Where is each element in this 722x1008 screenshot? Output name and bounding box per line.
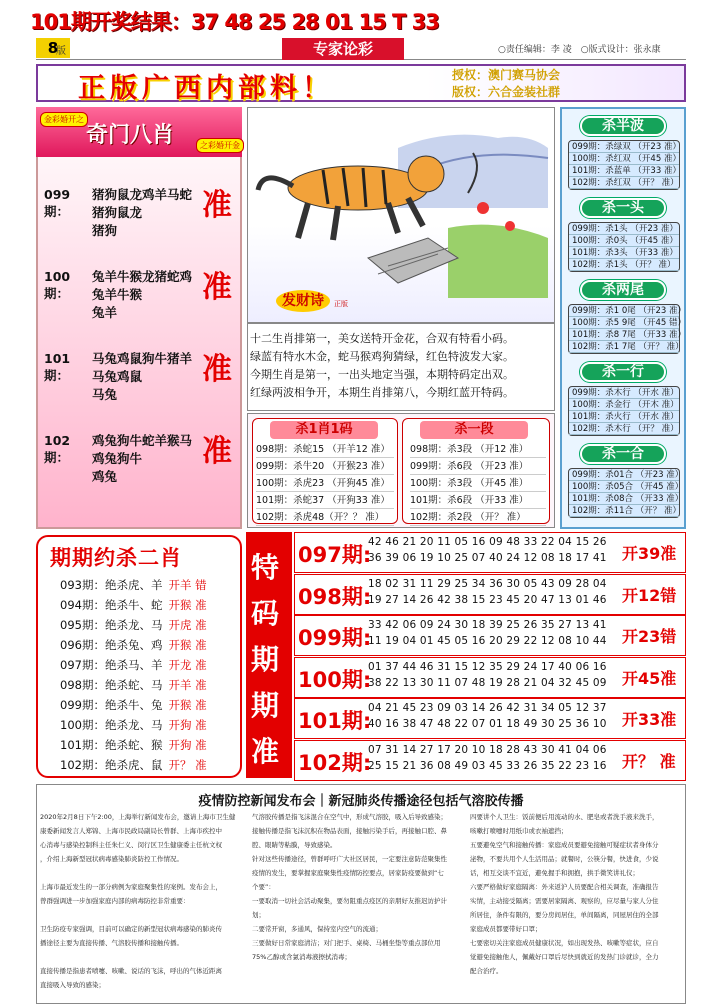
texun-numbers-1: 18 02 31 11 29 25 34 36 30 05 43 09 28 04: [368, 577, 607, 590]
texun-numbers-1: 33 42 06 09 24 30 18 39 25 26 35 27 13 41: [368, 619, 607, 631]
news-line: 所居住，条件有限的，要分房间居住，单间隔离，同屋居住的全部: [470, 911, 659, 919]
news-line: 觉避免接触他人，佩戴好口罩后尽快到就近的发热门诊就诊，全力: [470, 953, 659, 961]
news-line: 针对这些传播途径，曾群呼吁广大社区居民，一定要注意防范聚集性: [252, 855, 447, 863]
qiqi-period: 095期：: [60, 618, 105, 632]
news-line: 75%乙醇或含氯消毒液擦拭消毒；: [252, 953, 351, 961]
news-title: 疫情防控新闻发布会｜新冠肺炎传播途径包括气溶胶传播: [198, 794, 524, 809]
qimen-period: 102期：: [44, 433, 71, 465]
texun-numbers-1: 01 37 44 46 31 15 12 35 29 24 17 40 06 16: [368, 660, 607, 673]
banner-auth-1: 授权：澳门赛马协会: [452, 68, 561, 82]
news-line: 曾群强调进一步加强家庭内部的病毒防控非常重要：: [40, 897, 190, 905]
qiqi-period: 096期：: [60, 638, 105, 652]
right-row: 102期：杀红双 （开？ 准）: [569, 177, 679, 189]
texun-char: 准: [251, 735, 280, 768]
qiqi-period: 098期：: [60, 678, 105, 692]
right-table: [568, 140, 680, 190]
news-line: 接触传播是指飞沫沉积在物品表面，接触污染手后，再接触口腔、鼻: [252, 827, 447, 835]
right-row: 102期：杀木行 （开？ 准）: [569, 423, 679, 435]
qimen-line: 马兔鸡鼠: [92, 369, 143, 384]
qimen-period: 099期：: [44, 187, 71, 219]
texun-period: 100期:: [298, 667, 372, 692]
poem-line: 今期生肖是第一，一出头地定当强，本期特码定出双。: [250, 368, 514, 381]
right-table: [568, 304, 686, 354]
right-title: 杀一合: [580, 444, 666, 464]
kill-row: 099期：杀牛20 （开猴23 准）: [256, 458, 394, 475]
kill-row: 102期：杀2段 （开？ 准）: [410, 509, 546, 526]
news-line: 气溶胶传播是指飞沫混合在空气中，形成气溶胶，吸入后导致感染；: [252, 813, 447, 821]
right-row: 100期：杀红双 （开45 准）: [569, 153, 679, 165]
texun-numbers-2: 40 16 38 47 48 22 07 01 18 49 30 25 36 10: [368, 718, 607, 730]
poem-line: 绿蓝有特水木金，蛇马猴鸡狗猜绿，红色特波发大家。: [250, 350, 514, 363]
right-row: 102期：杀11合 （开？ 准）: [569, 505, 679, 517]
qiqi-row: [60, 677, 207, 693]
page-suffix: 版: [56, 46, 66, 57]
qiqi-result: 开狗 准: [168, 718, 207, 732]
qiqi-kill: 绝杀牛、兔: [104, 698, 163, 712]
news-line: 家庭成员都要带好口罩；: [470, 925, 542, 933]
qimen-zhun: 准: [202, 434, 232, 469]
texun-char: 特: [251, 551, 280, 584]
qiqi-result: 开羊 错: [168, 578, 207, 592]
qiqi-kill: 绝杀龙、马: [104, 718, 163, 732]
news-line: 划；: [252, 911, 265, 919]
texun-result: 开45准: [622, 668, 677, 688]
texun-char: 码: [251, 597, 280, 630]
texun-numbers-1: 07 31 14 27 17 20 10 18 28 43 30 41 04 06: [368, 743, 607, 756]
poem-line: 红绿两波相争开，本期生肖排第八，今期红蓝开特码。: [250, 386, 514, 399]
news-line: 实情，主动接受隔离；需要居家隔离、观察的，应尽量与家人分住: [470, 897, 659, 905]
qiqi-period: 093期：: [60, 578, 105, 592]
qimen-title: 奇门八肖: [86, 123, 175, 148]
qimen-line: 鸡兔狗牛: [92, 451, 143, 466]
page-number: 8: [36, 38, 70, 58]
qiqi-row: [60, 657, 207, 673]
qimen-line: 猪狗鼠龙: [92, 205, 143, 220]
qiqi-result: 开猴 准: [168, 698, 207, 712]
texun-period: 102期:: [298, 750, 372, 775]
news-line: 话，相互交谈不宜近，避免握手和拥抱，拱手微笑讲礼仪；: [470, 869, 639, 877]
right-title: 杀一头: [580, 198, 666, 218]
qimen-line: 鸡兔: [92, 469, 118, 484]
right-row: 099期：杀绿双 （开23 准）: [569, 141, 679, 153]
qiqi-period: 101期：: [60, 738, 105, 752]
draw-result-headline: 101期开奖结果：37 48 25 28 01 15 T 33: [30, 10, 439, 34]
right-row: 101期：杀08合 （开33 准）: [569, 493, 679, 505]
news-line: 二要常开窗，多通风，保持室内空气的流通；: [252, 925, 382, 933]
editor-credit: ○责任编辑：李 凌 ○版式设计：张永康: [498, 45, 661, 55]
texun-period: 101期:: [298, 709, 372, 733]
kill-row: 102期：杀虎48（开？？ 准）: [256, 509, 394, 526]
news-line: 康委新闻发言人郑锦、上海市民政局副局长曾群、上海市疾控中: [40, 827, 222, 835]
qimen-period: 100期：: [44, 269, 71, 301]
qiqi-row: [60, 757, 207, 773]
kill-row: 099期：杀6段 （开23 准）: [410, 458, 546, 475]
news-line: 疫情的发生，要掌握家庭聚集性疫情防控要点，居家防疫要做到“七: [252, 869, 444, 877]
right-row: 099期：杀1 0尾 （开23 准）: [569, 305, 679, 317]
right-title: 杀一行: [580, 362, 666, 382]
news-line: 个要”：: [252, 883, 275, 891]
poem-line: 十二生肖排第一，美女送特开金花，合双有特看小码。: [250, 332, 514, 345]
qimen-zhun: 准: [202, 188, 232, 223]
qiqi-row: [60, 637, 207, 653]
qimen-row: [44, 268, 193, 320]
texun-result: 开12错: [622, 585, 677, 605]
qiqi-row: [60, 697, 207, 713]
qiqi-kill: 绝杀牛、蛇: [104, 598, 163, 612]
right-row: 101期：杀8 7尾 （开33 准）: [569, 329, 679, 341]
texun-period: 097期:: [298, 543, 372, 567]
qimen-zhun: 准: [202, 270, 232, 305]
qimen-row: [44, 350, 193, 402]
news-line: 卫生防疫专家强调，目前可以确定的新型冠状病毒感染的肺炎传: [40, 925, 222, 933]
texun-char: 期: [251, 643, 280, 676]
banner-title: 正版广西内部料！: [78, 73, 334, 104]
qiqi-kill: 绝杀虎、羊: [104, 578, 163, 592]
qiqi-row: [60, 577, 207, 593]
right-title: 杀两尾: [580, 280, 666, 300]
qiqi-result: 开？ 准: [168, 758, 207, 772]
news-line: 心消毒与感染控制科主任朱仁义、闵行区卫生健康委主任杭文权: [40, 841, 222, 849]
kill-1duan-title: 杀一段: [420, 421, 528, 439]
news-line: 上海市最近发生的一部分病例为家庭聚集性的案例。发布会上，: [40, 883, 222, 891]
qimen-line: 马兔: [92, 387, 118, 402]
news-line: 三要做好日常家庭清洁；对门把手、桌椅、马桶坐垫等重点部位用: [252, 939, 441, 947]
news-line: 一要取消一切社会活动聚集，要勿阻重点疫区的亲朋好友推迟访护计: [252, 897, 447, 905]
right-row: 102期：杀1头 （开？ 准）: [569, 259, 679, 271]
kill-row: 101期：杀6段 （开33 准）: [410, 492, 546, 509]
news-line: 配合治疗。: [470, 967, 503, 975]
news-line: 五要避免空气和接触传播：家庭成员要避免接触可疑症状者身体分: [470, 841, 659, 849]
qiqi-kill: 绝杀蛇、猴: [104, 738, 163, 752]
qiqi-row: [60, 717, 207, 733]
qimen-line: 兔羊牛猴: [92, 287, 143, 302]
column-title: 专家论彩: [282, 38, 404, 60]
kill-row: 098期：杀3段 （开12 准）: [410, 441, 546, 458]
qiqi-result: 开猴 准: [168, 598, 207, 612]
news-line: 四要讲个人卫生：饭前便后用流动的水、肥皂或者洗手液来洗手，: [470, 813, 659, 821]
right-row: 100期：杀0头 （开45 准）: [569, 235, 679, 247]
qimen-line: 兔羊: [92, 305, 118, 320]
qimen-row: [44, 432, 193, 484]
news-line: 六要严格做好家庭隔离：外来返沪人员要配合相关调查，准确报告: [470, 883, 659, 891]
right-row: 102期：杀1 7尾 （开？ 准）: [569, 341, 679, 353]
qiqi-result: 开龙 准: [168, 658, 207, 672]
qimen-line: 猪狗: [92, 223, 118, 238]
news-line: 腔、眼睛等粘膜，导致感染。: [252, 841, 337, 849]
qiqi-result: 开虎 准: [168, 618, 207, 632]
qimen-line: 兔羊牛猴龙猪蛇鸡: [92, 269, 193, 284]
right-table: [568, 222, 680, 272]
kill-row: 101期：杀蛇37 （开狗33 准）: [256, 492, 394, 509]
qimen-line: 猪狗鼠龙鸡羊马蛇: [92, 187, 193, 202]
texun-numbers-2: 19 27 14 26 42 38 15 23 45 20 47 13 01 46: [368, 593, 607, 606]
qiqi-period: 097期：: [60, 658, 105, 672]
right-row: 100期：杀05合 （开45 准）: [569, 481, 679, 493]
news-line: 2020年2月8日下午2:00，上海举行新闻发布会，邀请上海市卫生健: [40, 813, 236, 821]
qimen-zhun: 准: [202, 352, 232, 387]
right-row: 099期：杀1头 （开23 准）: [569, 223, 679, 235]
news-line: 播途径主要为直接传播、气溶胶传播和接触传播。: [40, 939, 183, 947]
qiqi-period: 100期：: [60, 718, 105, 732]
qiqi-kill: 绝杀兔、鸡: [104, 638, 163, 652]
qiqi-period: 102期：: [60, 758, 105, 772]
texun-result: 开33准: [622, 710, 677, 729]
texun-numbers-2: 25 15 21 36 08 49 03 45 33 26 35 22 23 16: [368, 759, 607, 772]
qiqi-kill: 绝杀蛇、马: [104, 678, 163, 692]
qimen-line: 鸡兔狗牛蛇羊猴马: [92, 433, 193, 448]
texun-numbers-1: 04 21 45 23 09 03 14 26 42 31 34 05 12 37: [368, 702, 607, 714]
texun-result: 开23错: [622, 627, 677, 646]
qimen-tag-top: 金彩婚开之: [40, 112, 88, 127]
right-row: 101期：杀3头 （开33 准）: [569, 247, 679, 259]
news-line: ，介绍上海新型冠状病毒感染肺炎防控工作情况。: [40, 855, 183, 863]
qiqi-period: 094期：: [60, 598, 105, 612]
qiqi-row: [60, 737, 207, 753]
texun-numbers-1: 42 46 21 20 11 05 16 09 48 33 22 04 15 26: [368, 536, 607, 548]
qiqi-kill: 绝杀龙、马: [104, 618, 163, 632]
right-table: [568, 386, 680, 436]
kill-row: 100期：杀3段 （开45 准）: [410, 475, 546, 492]
texun-period: 099期:: [298, 626, 372, 650]
kill-row: 100期：杀虎23 （开狗45 准）: [256, 475, 394, 492]
kill-row: 098期：杀蛇15 （开羊12 准）: [256, 441, 394, 458]
news-line: 咳嗽打喷嚏时用纸巾或衣袖遮挡；: [470, 827, 568, 835]
texun-char: 期: [251, 689, 280, 722]
qiqi-row: [60, 617, 207, 633]
right-table: [568, 468, 684, 518]
qiqi-result: 开狗 准: [168, 738, 207, 752]
banner-auth-2: 版权：六合金装社群: [452, 85, 561, 99]
poem-tag-small: 正版: [334, 300, 348, 308]
texun-result: 开39准: [622, 544, 677, 563]
right-row: 101期：杀蓝单 （开33 准）: [569, 165, 679, 177]
right-row: 099期：杀木行 （开水 准）: [569, 387, 679, 399]
news-line: 七要密切关注家庭成员健康状况，如出现发热、咳嗽等症状，应自: [470, 939, 659, 947]
qimen-tag-side: 之彩婚开金: [196, 138, 244, 153]
right-row: 099期：杀01合 （开23 准）: [569, 469, 679, 481]
right-row: 101期：杀火行 （开水 准）: [569, 411, 679, 423]
qiqi-kill: 绝杀虎、鼠: [104, 758, 163, 772]
qiqi-period: 099期：: [60, 698, 105, 712]
news-line: 泌物，不要共用个人生活用品；就餐时，公筷分餐，快进食，少说: [470, 855, 659, 863]
qimen-line: 马兔鸡鼠狗牛猪羊: [92, 351, 193, 366]
qimen-period: 101期：: [44, 351, 71, 383]
poem-tag: 发财诗: [276, 290, 330, 312]
texun-numbers-2: 11 19 04 01 45 05 16 20 29 22 12 08 10 44: [368, 635, 607, 647]
right-row: 100期：杀金行 （开木 准）: [569, 399, 679, 411]
qimen-row: [44, 186, 193, 238]
texun-period: 098期:: [298, 584, 372, 609]
qiqi-result: 开羊 准: [168, 678, 207, 692]
kill-1ma-title: 杀1肖1码: [270, 421, 378, 439]
texun-result: 开？ 准: [622, 751, 676, 771]
qiqi-result: 开猴 准: [168, 638, 207, 652]
news-line: 直接吸入导致的感染；: [40, 981, 105, 989]
right-title: 杀半波: [580, 116, 666, 136]
texun-numbers-2: 38 22 13 30 11 07 48 19 28 21 04 32 45 09: [368, 676, 607, 689]
news-line: 直接传播是指患者喷嚏、咳嗽、说话的飞沫，呼出的气体近距离: [40, 967, 222, 975]
right-row: 100期：杀5 9尾 （开45 错）: [569, 317, 679, 329]
qiqi-row: [60, 597, 207, 613]
qiqi-kill: 绝杀马、羊: [104, 658, 163, 672]
texun-numbers-2: 36 39 06 19 10 25 07 40 24 12 08 18 17 41: [368, 552, 607, 564]
qiqi-title: 期期约杀二肖: [50, 546, 182, 570]
